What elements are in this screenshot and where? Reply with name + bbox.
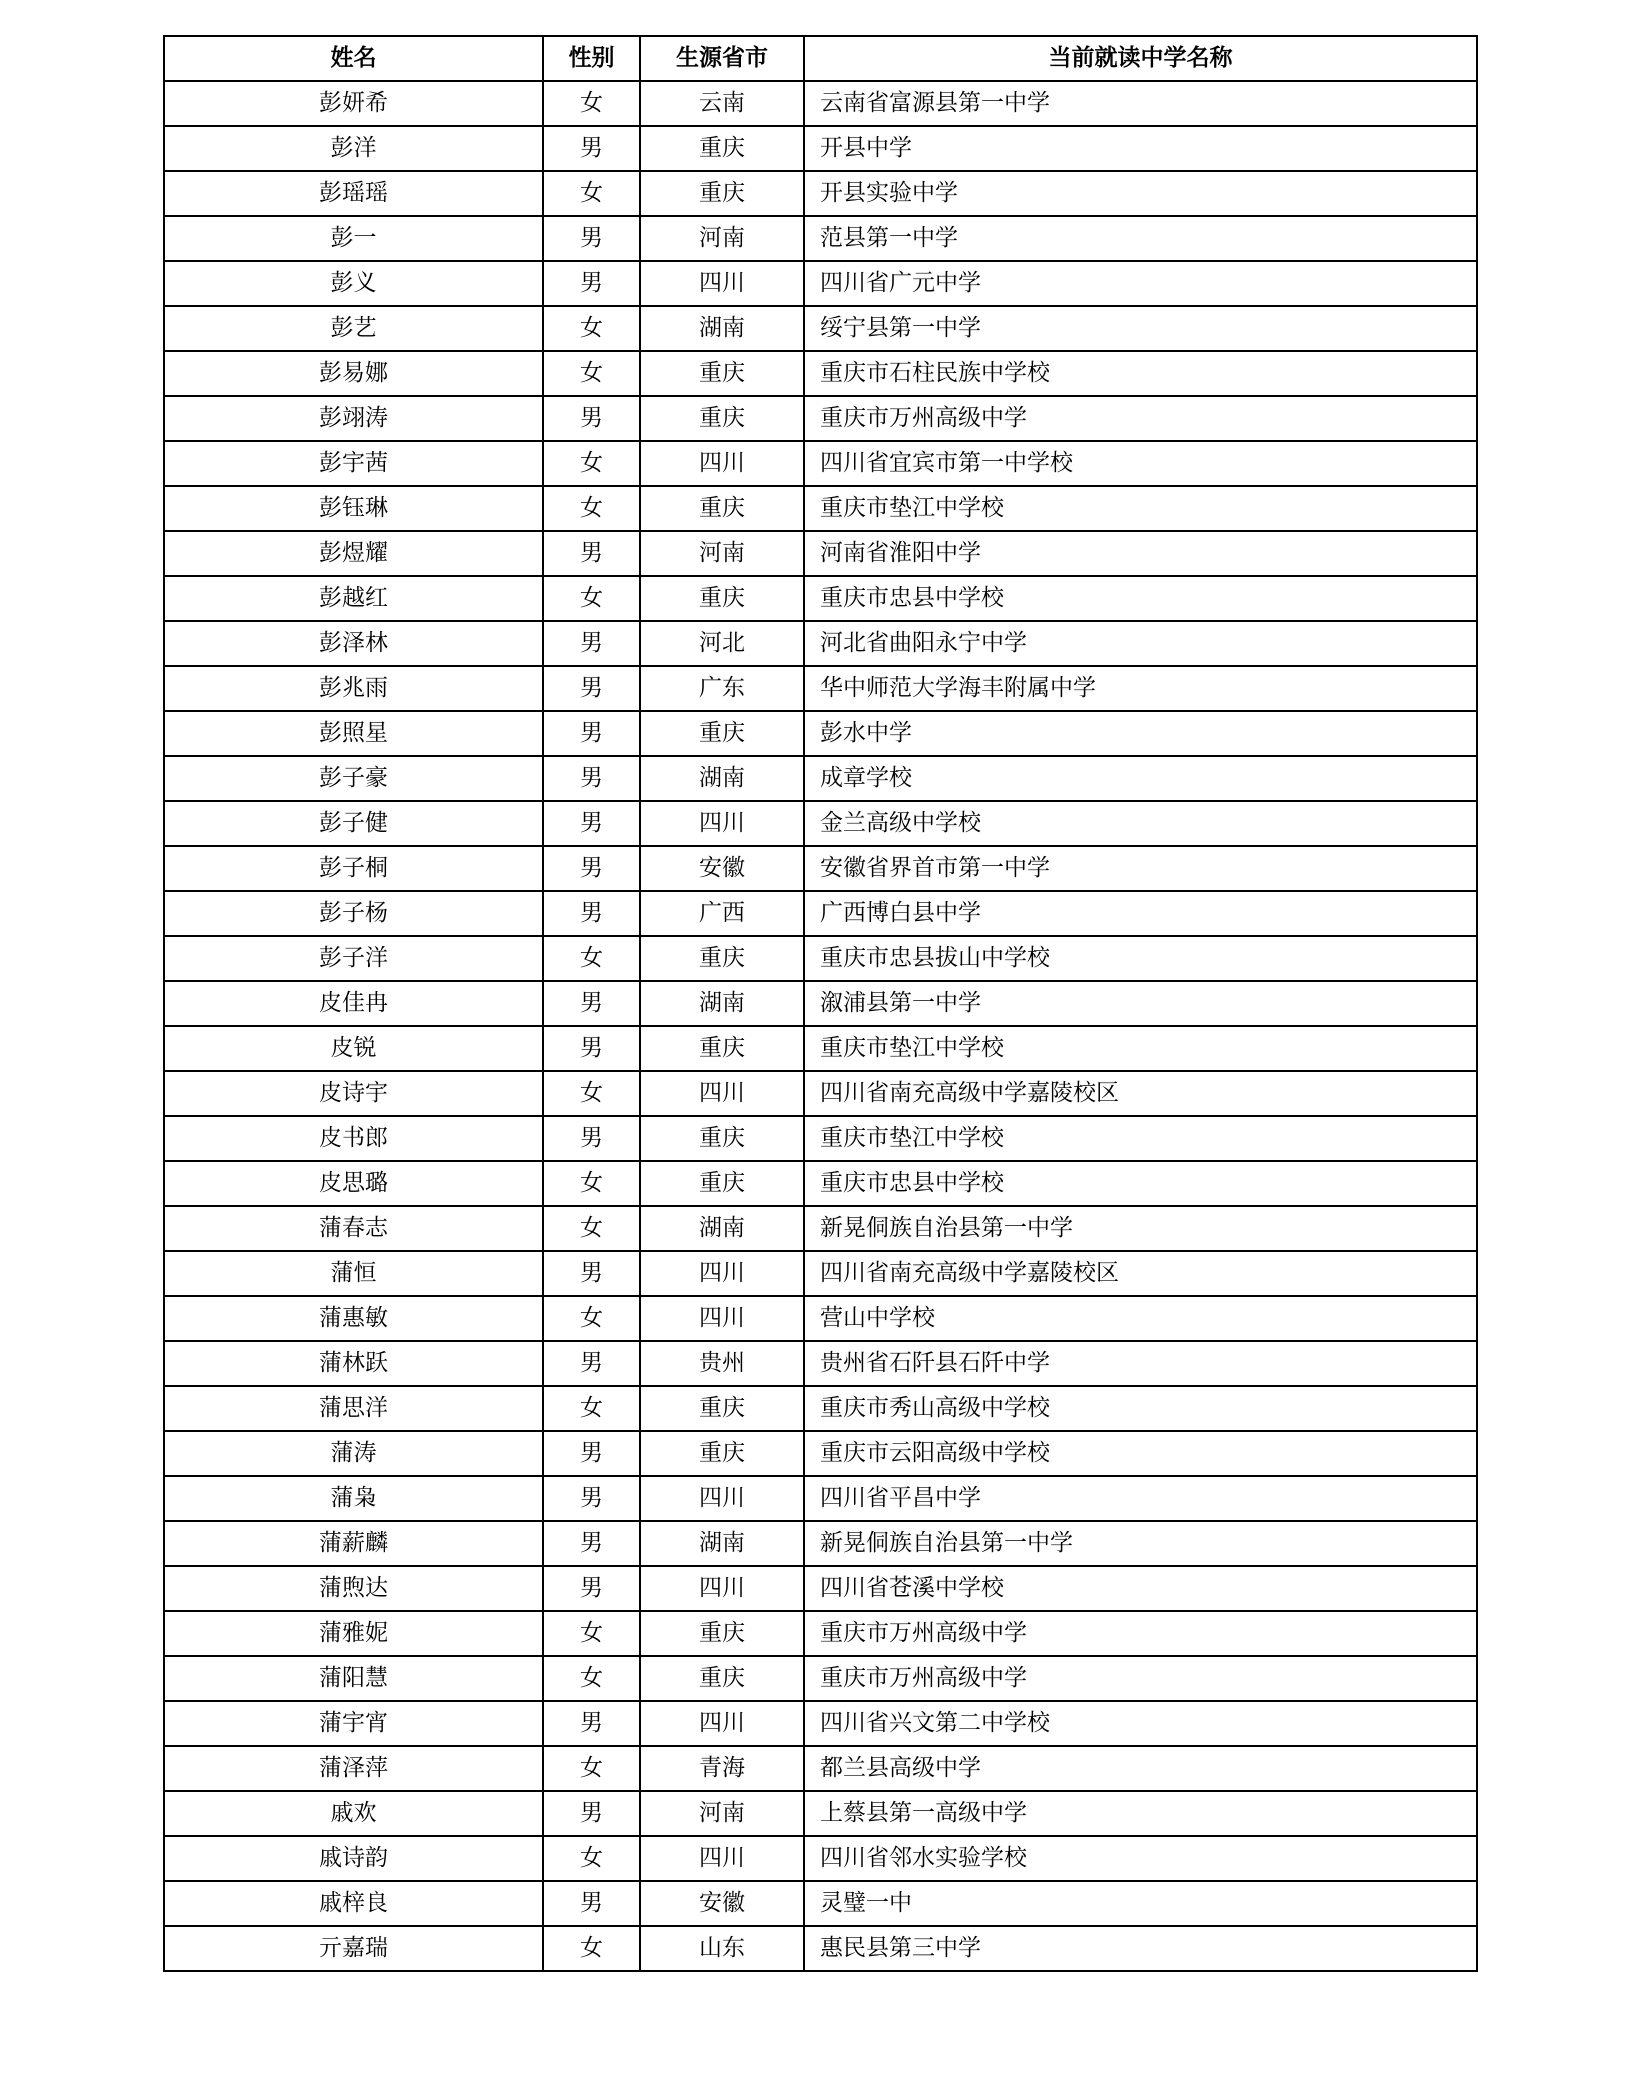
header-row bbox=[164, 36, 1477, 81]
cell-name: 蒲雅妮 bbox=[164, 1611, 543, 1656]
table-row bbox=[164, 801, 1477, 846]
cell-province: 湖南 bbox=[640, 1206, 804, 1251]
cell-province: 四川 bbox=[640, 1836, 804, 1881]
table-row bbox=[164, 1791, 1477, 1836]
header-name: 姓名 bbox=[164, 36, 543, 81]
cell-name: 蒲春志 bbox=[164, 1206, 543, 1251]
table-body bbox=[164, 81, 1477, 1971]
cell-gender: 男 bbox=[543, 711, 640, 756]
table-row bbox=[164, 756, 1477, 801]
cell-name: 亓嘉瑞 bbox=[164, 1926, 543, 1971]
cell-province: 湖南 bbox=[640, 1521, 804, 1566]
cell-name: 皮锐 bbox=[164, 1026, 543, 1071]
cell-name: 蒲宇宵 bbox=[164, 1701, 543, 1746]
cell-province: 重庆 bbox=[640, 1656, 804, 1701]
table-row bbox=[164, 261, 1477, 306]
table-row bbox=[164, 171, 1477, 216]
cell-province: 重庆 bbox=[640, 576, 804, 621]
cell-province: 重庆 bbox=[640, 1611, 804, 1656]
cell-name: 彭钰琳 bbox=[164, 486, 543, 531]
table-row bbox=[164, 576, 1477, 621]
cell-school: 重庆市云阳高级中学校 bbox=[804, 1431, 1477, 1476]
cell-school: 重庆市秀山高级中学校 bbox=[804, 1386, 1477, 1431]
table-row bbox=[164, 1161, 1477, 1206]
cell-school: 重庆市忠县中学校 bbox=[804, 1161, 1477, 1206]
table-row bbox=[164, 1206, 1477, 1251]
cell-name: 彭子豪 bbox=[164, 756, 543, 801]
cell-gender: 女 bbox=[543, 1836, 640, 1881]
cell-name: 戚欢 bbox=[164, 1791, 543, 1836]
cell-province: 四川 bbox=[640, 1071, 804, 1116]
cell-gender: 女 bbox=[543, 1926, 640, 1971]
cell-province: 重庆 bbox=[640, 126, 804, 171]
cell-gender: 女 bbox=[543, 1386, 640, 1431]
cell-name: 彭艺 bbox=[164, 306, 543, 351]
cell-province: 四川 bbox=[640, 1701, 804, 1746]
cell-gender: 女 bbox=[543, 1656, 640, 1701]
table-row bbox=[164, 621, 1477, 666]
cell-school: 新晃侗族自治县第一中学 bbox=[804, 1206, 1477, 1251]
cell-school: 贵州省石阡县石阡中学 bbox=[804, 1341, 1477, 1386]
cell-name: 彭瑶瑶 bbox=[164, 171, 543, 216]
cell-province: 四川 bbox=[640, 1476, 804, 1521]
cell-school: 都兰县高级中学 bbox=[804, 1746, 1477, 1791]
cell-province: 贵州 bbox=[640, 1341, 804, 1386]
cell-school: 安徽省界首市第一中学 bbox=[804, 846, 1477, 891]
cell-province: 青海 bbox=[640, 1746, 804, 1791]
cell-gender: 男 bbox=[543, 1026, 640, 1071]
cell-school: 河北省曲阳永宁中学 bbox=[804, 621, 1477, 666]
table-row bbox=[164, 1836, 1477, 1881]
table-row bbox=[164, 441, 1477, 486]
cell-province: 重庆 bbox=[640, 711, 804, 756]
cell-gender: 女 bbox=[543, 1071, 640, 1116]
table-row bbox=[164, 711, 1477, 756]
cell-province: 重庆 bbox=[640, 1386, 804, 1431]
cell-name: 彭子桐 bbox=[164, 846, 543, 891]
table-row bbox=[164, 1566, 1477, 1611]
cell-school: 四川省邻水实验学校 bbox=[804, 1836, 1477, 1881]
cell-school: 绥宁县第一中学 bbox=[804, 306, 1477, 351]
cell-school: 范县第一中学 bbox=[804, 216, 1477, 261]
table-row bbox=[164, 1071, 1477, 1116]
cell-gender: 男 bbox=[543, 981, 640, 1026]
table-row bbox=[164, 1341, 1477, 1386]
cell-name: 蒲薪麟 bbox=[164, 1521, 543, 1566]
cell-name: 彭洋 bbox=[164, 126, 543, 171]
cell-gender: 男 bbox=[543, 1431, 640, 1476]
cell-name: 彭义 bbox=[164, 261, 543, 306]
cell-province: 河南 bbox=[640, 216, 804, 261]
cell-name: 蒲煦达 bbox=[164, 1566, 543, 1611]
cell-name: 蒲思洋 bbox=[164, 1386, 543, 1431]
cell-province: 四川 bbox=[640, 1566, 804, 1611]
cell-school: 开县实验中学 bbox=[804, 171, 1477, 216]
cell-name: 蒲涛 bbox=[164, 1431, 543, 1476]
cell-province: 广西 bbox=[640, 891, 804, 936]
cell-name: 蒲林跃 bbox=[164, 1341, 543, 1386]
table-row bbox=[164, 126, 1477, 171]
cell-province: 四川 bbox=[640, 1296, 804, 1341]
student-roster-table bbox=[163, 35, 1478, 1972]
cell-gender: 男 bbox=[543, 126, 640, 171]
table-row bbox=[164, 1656, 1477, 1701]
cell-gender: 男 bbox=[543, 1701, 640, 1746]
table-row bbox=[164, 666, 1477, 711]
cell-school: 重庆市万州高级中学 bbox=[804, 396, 1477, 441]
cell-gender: 女 bbox=[543, 171, 640, 216]
cell-school: 成章学校 bbox=[804, 756, 1477, 801]
cell-school: 河南省淮阳中学 bbox=[804, 531, 1477, 576]
cell-school: 重庆市忠县中学校 bbox=[804, 576, 1477, 621]
cell-school: 广西博白县中学 bbox=[804, 891, 1477, 936]
table-row bbox=[164, 1881, 1477, 1926]
table-row bbox=[164, 306, 1477, 351]
cell-gender: 男 bbox=[543, 1476, 640, 1521]
cell-province: 重庆 bbox=[640, 1161, 804, 1206]
cell-name: 彭易娜 bbox=[164, 351, 543, 396]
cell-name: 皮思璐 bbox=[164, 1161, 543, 1206]
cell-school: 营山中学校 bbox=[804, 1296, 1477, 1341]
table-row bbox=[164, 1386, 1477, 1431]
table-row bbox=[164, 81, 1477, 126]
cell-school: 重庆市忠县拔山中学校 bbox=[804, 936, 1477, 981]
table-row bbox=[164, 351, 1477, 396]
cell-gender: 女 bbox=[543, 81, 640, 126]
cell-province: 重庆 bbox=[640, 1431, 804, 1476]
table-row bbox=[164, 936, 1477, 981]
cell-province: 河南 bbox=[640, 531, 804, 576]
cell-name: 彭翊涛 bbox=[164, 396, 543, 441]
cell-gender: 女 bbox=[543, 576, 640, 621]
cell-name: 戚梓良 bbox=[164, 1881, 543, 1926]
cell-province: 湖南 bbox=[640, 306, 804, 351]
cell-school: 四川省南充高级中学嘉陵校区 bbox=[804, 1071, 1477, 1116]
cell-province: 重庆 bbox=[640, 936, 804, 981]
table-row bbox=[164, 396, 1477, 441]
table-row bbox=[164, 1926, 1477, 1971]
cell-gender: 男 bbox=[543, 1566, 640, 1611]
cell-name: 彭子杨 bbox=[164, 891, 543, 936]
cell-school: 惠民县第三中学 bbox=[804, 1926, 1477, 1971]
cell-province: 重庆 bbox=[640, 486, 804, 531]
cell-school: 华中师范大学海丰附属中学 bbox=[804, 666, 1477, 711]
cell-school: 重庆市石柱民族中学校 bbox=[804, 351, 1477, 396]
cell-school: 重庆市垫江中学校 bbox=[804, 1026, 1477, 1071]
table-row bbox=[164, 846, 1477, 891]
cell-school: 金兰高级中学校 bbox=[804, 801, 1477, 846]
cell-name: 戚诗韵 bbox=[164, 1836, 543, 1881]
cell-name: 彭煜耀 bbox=[164, 531, 543, 576]
cell-school: 新晃侗族自治县第一中学 bbox=[804, 1521, 1477, 1566]
cell-school: 上蔡县第一高级中学 bbox=[804, 1791, 1477, 1836]
cell-province: 重庆 bbox=[640, 1116, 804, 1161]
cell-gender: 女 bbox=[543, 1746, 640, 1791]
cell-province: 安徽 bbox=[640, 846, 804, 891]
cell-school: 四川省南充高级中学嘉陵校区 bbox=[804, 1251, 1477, 1296]
cell-school: 重庆市万州高级中学 bbox=[804, 1656, 1477, 1701]
cell-province: 河南 bbox=[640, 1791, 804, 1836]
table-row bbox=[164, 1431, 1477, 1476]
cell-gender: 女 bbox=[543, 486, 640, 531]
cell-gender: 女 bbox=[543, 1206, 640, 1251]
cell-gender: 男 bbox=[543, 1881, 640, 1926]
header-school: 当前就读中学名称 bbox=[804, 36, 1477, 81]
cell-gender: 男 bbox=[543, 261, 640, 306]
table-row bbox=[164, 486, 1477, 531]
header-gender: 性别 bbox=[543, 36, 640, 81]
cell-province: 四川 bbox=[640, 441, 804, 486]
cell-school: 彭水中学 bbox=[804, 711, 1477, 756]
cell-province: 安徽 bbox=[640, 1881, 804, 1926]
cell-province: 河北 bbox=[640, 621, 804, 666]
cell-gender: 女 bbox=[543, 441, 640, 486]
cell-name: 彭越红 bbox=[164, 576, 543, 621]
header-province: 生源省市 bbox=[640, 36, 804, 81]
cell-province: 重庆 bbox=[640, 396, 804, 441]
cell-school: 溆浦县第一中学 bbox=[804, 981, 1477, 1026]
cell-gender: 男 bbox=[543, 621, 640, 666]
cell-school: 重庆市万州高级中学 bbox=[804, 1611, 1477, 1656]
cell-gender: 女 bbox=[543, 1161, 640, 1206]
cell-school: 重庆市垫江中学校 bbox=[804, 1116, 1477, 1161]
cell-school: 四川省宜宾市第一中学校 bbox=[804, 441, 1477, 486]
table-row bbox=[164, 981, 1477, 1026]
table-row bbox=[164, 1116, 1477, 1161]
cell-province: 四川 bbox=[640, 261, 804, 306]
cell-name: 彭宇茜 bbox=[164, 441, 543, 486]
cell-province: 山东 bbox=[640, 1926, 804, 1971]
cell-name: 彭兆雨 bbox=[164, 666, 543, 711]
cell-gender: 男 bbox=[543, 1521, 640, 1566]
cell-gender: 女 bbox=[543, 1296, 640, 1341]
cell-gender: 女 bbox=[543, 351, 640, 396]
cell-name: 蒲惠敏 bbox=[164, 1296, 543, 1341]
cell-school: 四川省兴文第二中学校 bbox=[804, 1701, 1477, 1746]
cell-gender: 男 bbox=[543, 396, 640, 441]
cell-gender: 男 bbox=[543, 666, 640, 711]
cell-name: 彭子洋 bbox=[164, 936, 543, 981]
cell-province: 云南 bbox=[640, 81, 804, 126]
cell-name: 彭泽林 bbox=[164, 621, 543, 666]
cell-name: 皮佳冉 bbox=[164, 981, 543, 1026]
cell-name: 彭妍希 bbox=[164, 81, 543, 126]
cell-name: 彭照星 bbox=[164, 711, 543, 756]
cell-school: 灵璧一中 bbox=[804, 1881, 1477, 1926]
cell-gender: 男 bbox=[543, 1341, 640, 1386]
cell-province: 重庆 bbox=[640, 171, 804, 216]
cell-name: 皮诗宇 bbox=[164, 1071, 543, 1116]
table-row bbox=[164, 1611, 1477, 1656]
table-row bbox=[164, 1026, 1477, 1071]
cell-name: 蒲恒 bbox=[164, 1251, 543, 1296]
cell-gender: 男 bbox=[543, 216, 640, 261]
cell-province: 湖南 bbox=[640, 981, 804, 1026]
cell-name: 蒲枭 bbox=[164, 1476, 543, 1521]
cell-name: 皮书郎 bbox=[164, 1116, 543, 1161]
cell-province: 广东 bbox=[640, 666, 804, 711]
cell-school: 四川省广元中学 bbox=[804, 261, 1477, 306]
cell-gender: 男 bbox=[543, 846, 640, 891]
cell-gender: 女 bbox=[543, 936, 640, 981]
cell-gender: 男 bbox=[543, 1116, 640, 1161]
cell-province: 重庆 bbox=[640, 1026, 804, 1071]
cell-province: 四川 bbox=[640, 801, 804, 846]
cell-gender: 男 bbox=[543, 531, 640, 576]
cell-school: 云南省富源县第一中学 bbox=[804, 81, 1477, 126]
table-row bbox=[164, 1521, 1477, 1566]
cell-gender: 男 bbox=[543, 1251, 640, 1296]
cell-name: 彭子健 bbox=[164, 801, 543, 846]
cell-name: 蒲泽萍 bbox=[164, 1746, 543, 1791]
table-row bbox=[164, 1251, 1477, 1296]
cell-gender: 男 bbox=[543, 756, 640, 801]
cell-school: 重庆市垫江中学校 bbox=[804, 486, 1477, 531]
cell-school: 四川省平昌中学 bbox=[804, 1476, 1477, 1521]
cell-gender: 男 bbox=[543, 1791, 640, 1836]
cell-name: 蒲阳慧 bbox=[164, 1656, 543, 1701]
table-row bbox=[164, 1746, 1477, 1791]
cell-province: 四川 bbox=[640, 1251, 804, 1296]
cell-province: 重庆 bbox=[640, 351, 804, 396]
cell-gender: 女 bbox=[543, 1611, 640, 1656]
table-row bbox=[164, 891, 1477, 936]
cell-province: 湖南 bbox=[640, 756, 804, 801]
cell-name: 彭一 bbox=[164, 216, 543, 261]
table-row bbox=[164, 531, 1477, 576]
table-row bbox=[164, 1296, 1477, 1341]
table-row bbox=[164, 1701, 1477, 1746]
table-row bbox=[164, 1476, 1477, 1521]
cell-gender: 男 bbox=[543, 801, 640, 846]
cell-gender: 女 bbox=[543, 306, 640, 351]
cell-school: 四川省苍溪中学校 bbox=[804, 1566, 1477, 1611]
cell-school: 开县中学 bbox=[804, 126, 1477, 171]
table-row bbox=[164, 216, 1477, 261]
cell-gender: 男 bbox=[543, 891, 640, 936]
